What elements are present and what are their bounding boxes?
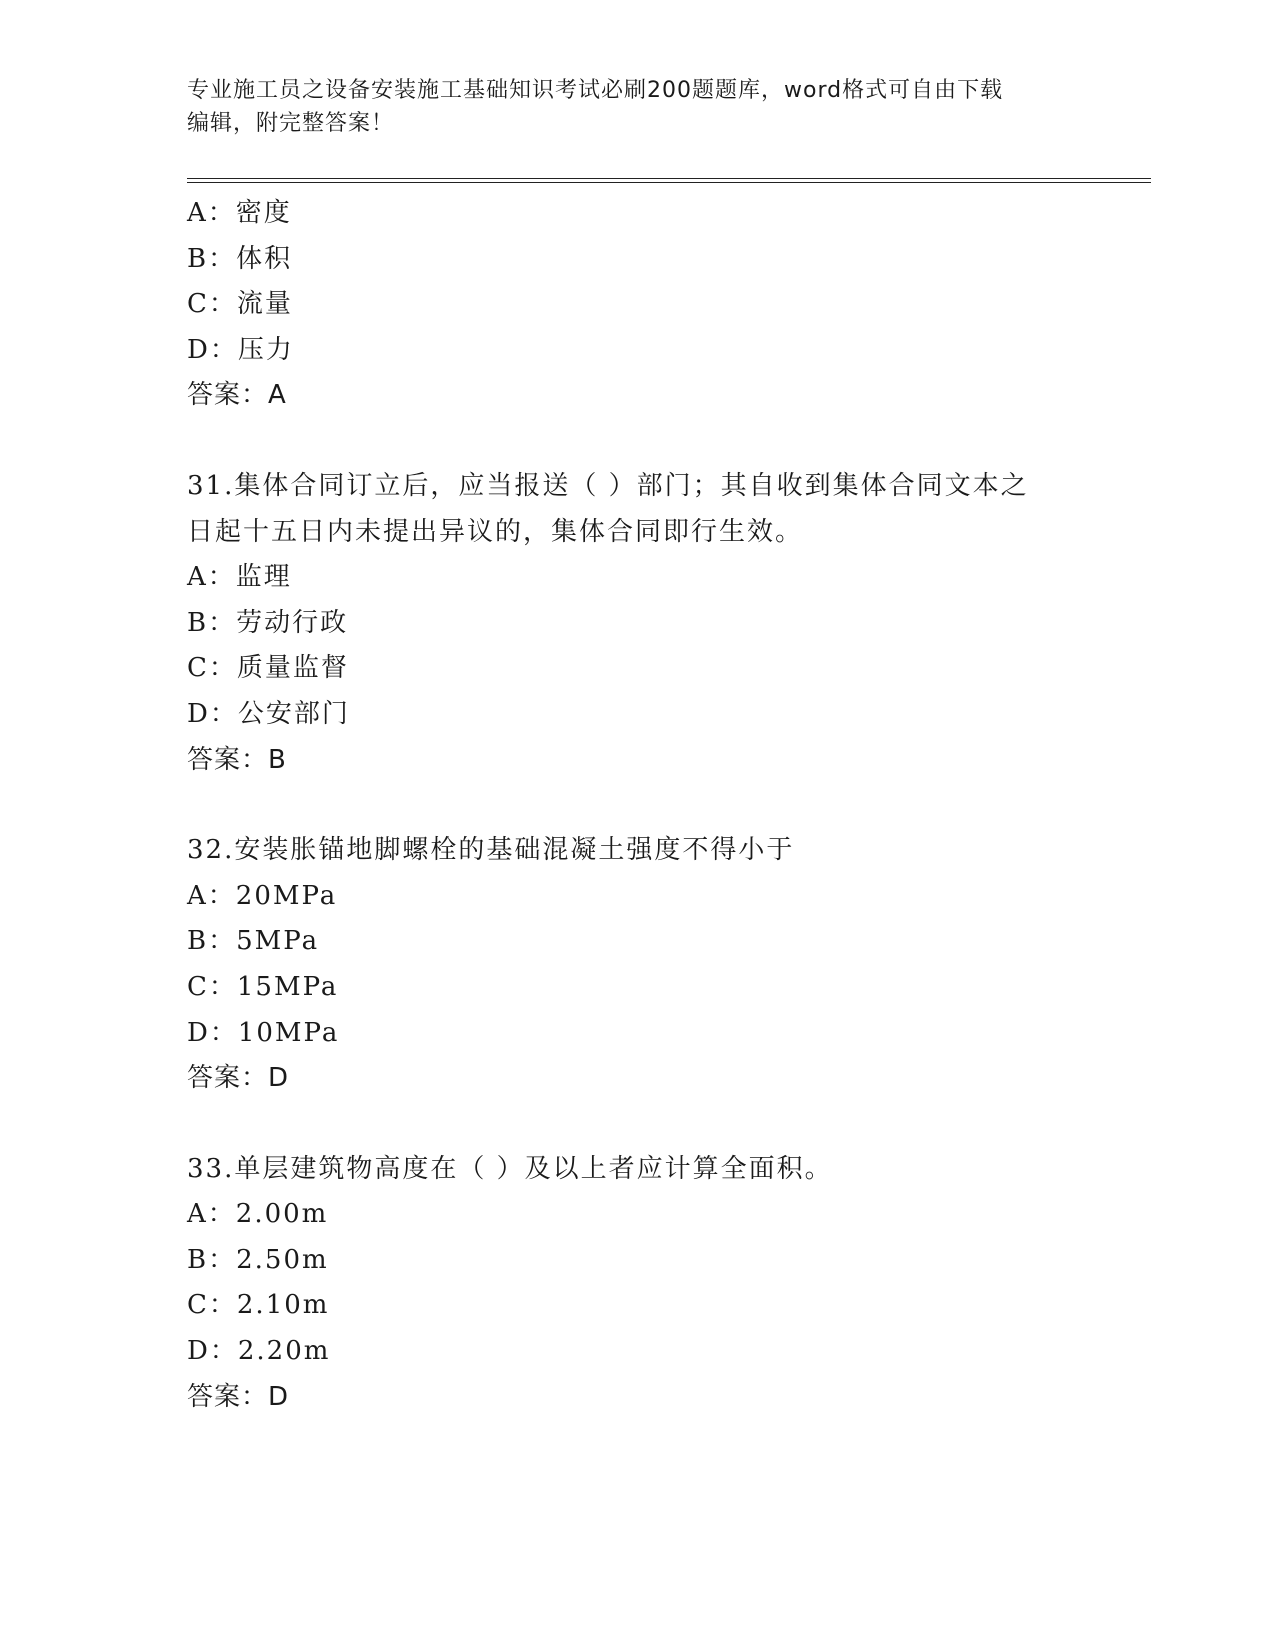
question-32 xyxy=(187,828,1087,1102)
option-b: B：2.50m xyxy=(187,1244,329,1275)
question-spacer xyxy=(187,783,1087,828)
option-a: A：监理 xyxy=(187,562,292,593)
question-31 xyxy=(187,464,1087,783)
document-header xyxy=(187,74,1067,140)
option-a: A：20MPa xyxy=(187,880,338,911)
header-title-line-2: 编辑，附完整答案！ xyxy=(187,111,395,136)
option-d: D：2.20m xyxy=(187,1336,331,1367)
header-title-line-1: 专业施工员之设备安装施工基础知识考试必刷200题题库，word格式可自由下载 xyxy=(187,78,1004,103)
option-b: B：5MPa xyxy=(187,926,320,957)
option-c: C：2.10m xyxy=(187,1290,330,1321)
option-d: D：10MPa xyxy=(187,1017,340,1048)
question-33 xyxy=(187,1147,1087,1421)
option-a: A：密度 xyxy=(187,198,292,228)
question-spacer xyxy=(187,1102,1087,1147)
question-list xyxy=(187,191,1087,1420)
option-d: D：压力 xyxy=(187,334,294,365)
option-b: B：体积 xyxy=(187,243,293,274)
answer: 答案：B xyxy=(187,744,287,775)
option-c: C：质量监督 xyxy=(187,653,349,684)
answer: 答案：D xyxy=(187,1381,290,1412)
answer: 答案：A xyxy=(187,380,287,411)
question-stem: 33.单层建筑物高度在（ ）及以上者应计算全面积。 xyxy=(187,1153,833,1184)
question-stem-continued: 日起十五日内未提出异议的，集体合同即行生效。 xyxy=(187,516,804,547)
question-30 xyxy=(187,191,1087,419)
option-b: B：劳动行政 xyxy=(187,607,349,638)
answer: 答案：D xyxy=(187,1063,290,1094)
header-divider-top xyxy=(187,178,1151,179)
option-d: D：公安部门 xyxy=(187,698,350,729)
option-c: C：流量 xyxy=(187,289,293,320)
question-spacer xyxy=(187,419,1087,464)
question-stem: 31.集体合同订立后，应当报送（ ）部门；其自收到集体合同文本之 xyxy=(187,470,1029,501)
header-divider-bottom xyxy=(187,182,1151,183)
option-a: A：2.00m xyxy=(187,1199,329,1230)
option-c: C：15MPa xyxy=(187,971,339,1002)
question-stem: 32.安装胀锚地脚螺栓的基础混凝土强度不得小于 xyxy=(187,835,795,866)
